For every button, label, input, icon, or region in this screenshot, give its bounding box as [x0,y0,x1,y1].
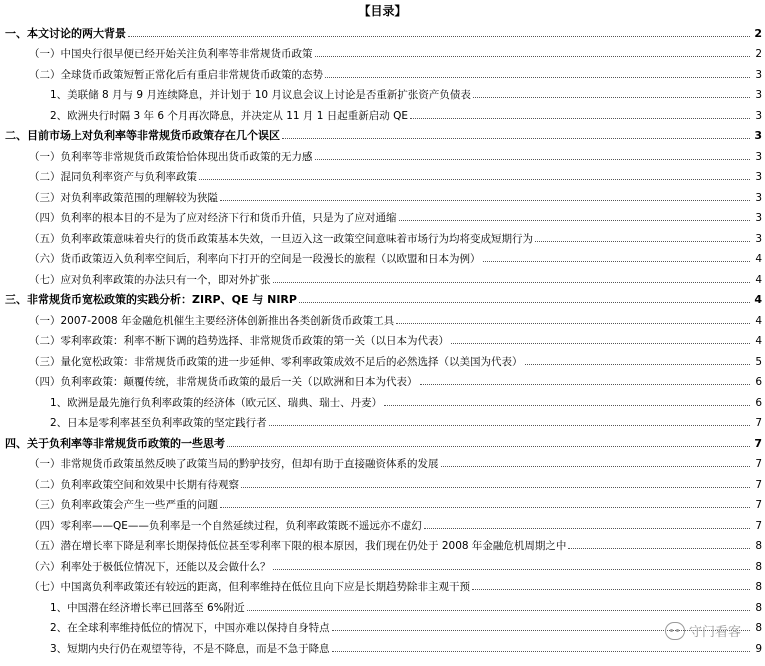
toc-entry[interactable] [0,348,765,369]
toc-entry[interactable] [0,615,765,636]
dot-leader [396,322,750,324]
dot-leader [451,342,750,344]
dot-leader [282,137,750,139]
toc-entry[interactable] [0,61,765,82]
toc-entry-label: （五）负利率政策意味着央行的货币政策基本失效，一旦迈入这一政策空间意味着市场行为均将变成短期行为 [29,232,533,245]
toc-entry[interactable] [0,451,765,472]
toc-section-heading[interactable] [0,287,765,308]
dot-leader [483,260,751,262]
toc-page-number: 7 [755,417,762,429]
toc-entry-label: （二）负利率政策空间和效果中长期有待观察 [29,478,239,491]
toc-entry[interactable] [0,369,765,390]
toc-entry-label: （四）零利率——QE——负利率是一个自然延续过程，负利率政策既不遥远亦不虚幻 [29,519,422,532]
dot-leader [199,178,750,180]
toc-page-number: 8 [755,560,762,573]
toc-page-number: 7 [754,436,762,450]
dot-leader [247,609,750,611]
toc-page-number: 2 [754,26,762,40]
toc-entry[interactable] [0,266,765,287]
toc-entry-label: 2、在全球利率维持低位的情况下，中国亦难以保持自身特点 [50,622,330,634]
toc-section-heading[interactable] [0,20,765,41]
toc-entry[interactable] [0,307,765,328]
toc-entry[interactable] [0,492,765,513]
toc-page-number: 6 [755,376,762,388]
toc-entry-label: （三）量化宽松政策：非常规货币政策的进一步延伸、零利率政策成效不足后的必然选择（以美国为代表） [29,355,523,368]
toc-entry-label: 2、欧洲央行时隔 3 年 6 个月再次降息，并决定从 11 月 1 日起重新启动 QE [50,109,409,122]
dot-leader [220,199,750,201]
toc-section-heading[interactable] [0,123,765,144]
toc-entry-label: （三）负利率政策会产生一些严重的问题 [29,499,218,511]
dot-leader [315,55,751,57]
dot-leader [325,76,750,78]
toc-page-number: 7 [755,499,762,511]
toc-entry[interactable] [0,164,765,185]
toc-page-number: 9 [755,642,762,655]
toc-page-number: 4 [754,293,762,306]
toc-entry[interactable] [0,246,765,267]
toc-entry-label: 四、关于负利率等非常规货币政策的一些思考 [5,436,225,450]
toc-page-number: 3 [755,212,762,224]
toc-page-number: 2 [755,48,762,60]
toc-page-number: 3 [755,109,762,122]
toc-entry[interactable] [0,82,765,103]
watermark [665,621,741,640]
toc-entry-label: （七）应对负利率政策的办法只有一个，即对外扩张 [29,273,271,286]
toc-entry-label: （一）2007-2008 年金融危机催生主要经济体创新推出各类创新货币政策工具 [29,314,395,327]
toc-entry[interactable] [0,102,765,123]
toc-entry-label: （一）中国央行很早便已经开始关注负利率等非常规货币政策 [29,48,313,60]
dot-leader [273,281,751,283]
toc-page-number: 3 [755,150,762,163]
toc-entry[interactable] [0,205,765,226]
toc-entry-label: （一）负利率等非常规货币政策恰恰体现出货币政策的无力感 [29,150,313,163]
toc-entry[interactable] [0,41,765,62]
toc-page-number: 8 [755,601,762,614]
dot-leader [128,35,750,37]
toc-entry-label: 1、美联储 8 月与 9 月连续降息，并计划于 10 月议息会议上讨论是否重新扩张资产负债表 [50,89,471,101]
toc-entry-label: （六）货币政策迈入负利率空间后，利率向下打开的空间是一段漫长的旅程（以欧盟和日本为例） [29,253,481,265]
toc-entry-label: （一）非常规货币政策虽然反映了政策当局的黔驴技穷，但却有助于直接融资体系的发展 [29,458,439,470]
dot-leader [299,301,750,303]
dot-leader [568,547,750,549]
toc-entry-label: （七）中国离负利率政策还有较远的距离，但利率维持在低位且向下应是长期趋势除非主观干预 [29,581,470,593]
toc-page-number: 3 [754,129,762,142]
toc-page-number: 8 [755,581,762,593]
toc-entry-label: （二）混同负利率资产与负利率政策 [29,171,197,183]
toc-page-number: 4 [755,335,762,347]
dot-leader [399,219,751,221]
dot-leader [472,588,750,590]
toc-page-number: 7 [755,519,762,532]
toc-entry[interactable] [0,143,765,164]
toc-entry-label: （四）负利率政策：颠覆传统，非常规货币政策的最后一关（以欧洲和日本为代表） [29,376,418,388]
toc-page-number: 3 [755,68,762,81]
dot-leader [535,240,750,242]
toc-entry-label: （二）全球货币政策短暂正常化后有重启非常规货币政策的态势 [29,68,323,81]
dot-leader [410,117,750,119]
toc-page-number: 3 [755,89,762,101]
toc-entry[interactable] [0,389,765,410]
dot-leader [384,404,750,406]
toc-entry-label: 1、中国潜在经济增长率已回落至 6%附近 [50,601,245,614]
toc-page-number: 6 [755,396,762,409]
toc-entry-label: 1、欧洲是最先施行负利率政策的经济体（欧元区、瑞典、瑞士、丹麦） [50,396,383,409]
toc-entry-label: （四）负利率的根本目的不是为了应对经济下行和货币升值，只是为了应对通缩 [29,212,397,224]
toc-entry[interactable] [0,553,765,574]
toc-entry[interactable] [0,533,765,554]
table-of-contents [0,20,765,656]
toc-page-number: 4 [755,314,762,327]
dot-leader [420,383,751,385]
toc-entry[interactable] [0,471,765,492]
toc-entry-label: （三）对负利率政策范围的理解较为狭隘 [29,191,218,204]
dot-leader [441,465,751,467]
wechat-icon [665,622,685,640]
toc-page-number: 4 [755,273,762,286]
dot-leader [424,527,750,529]
toc-entry[interactable] [0,184,765,205]
toc-page-number: 3 [755,171,762,183]
toc-page-number: 4 [755,253,762,265]
dot-leader [241,486,750,488]
dot-leader [332,650,750,652]
toc-entry[interactable] [0,594,765,615]
toc-page-number: 3 [755,232,762,245]
toc-entry-label: 三、非常规货币宽松政策的实践分析：ZIRP、QE 与 NIRP [5,293,297,306]
toc-entry[interactable] [0,328,765,349]
dot-leader [220,506,750,508]
toc-entry-label: （五）潜在增长率下降是利率长期保持低位甚至零利率下限的根本原因，我们现在仍处于 2008 年金融危机周期之中 [29,540,567,552]
toc-page-number: 5 [755,355,762,368]
toc-entry-label: 一、本文讨论的两大背景 [5,26,126,40]
toc-entry-label: 二、目前市场上对负利率等非常规货币政策存在几个误区 [5,129,280,142]
toc-entry[interactable] [0,225,765,246]
toc-entry-label: （二）零利率政策：利率不断下调的趋势选择、非常规货币政策的第一关（以日本为代表） [29,335,449,347]
watermark-text: 守门看客 [688,625,741,640]
dot-leader [227,445,750,447]
dot-leader [473,96,750,98]
dot-leader [525,363,751,365]
toc-entry[interactable] [0,512,765,533]
toc-section-heading[interactable] [0,430,765,451]
toc-page-number: 8 [755,622,762,634]
toc-page-number: 3 [755,191,762,204]
toc-entry-label: 3、短期内央行仍在观望等待，不是不降息，而是不急于降息 [50,642,330,655]
dot-leader [315,158,751,160]
toc-title: 【目录】 [358,4,407,18]
toc-page-number: 7 [755,458,762,470]
toc-page-number: 7 [755,478,762,491]
dot-leader [273,568,751,570]
toc-page-number: 8 [755,540,762,552]
toc-entry-label: 2、日本是零利率甚至负利率政策的坚定践行者 [50,417,267,429]
toc-entry[interactable] [0,574,765,595]
toc-entry-label: （六）利率处于极低位情况下，还能以及会做什么？ [29,560,271,573]
toc-entry[interactable] [0,410,765,431]
toc-entry[interactable] [0,635,765,656]
dot-leader [269,424,750,426]
